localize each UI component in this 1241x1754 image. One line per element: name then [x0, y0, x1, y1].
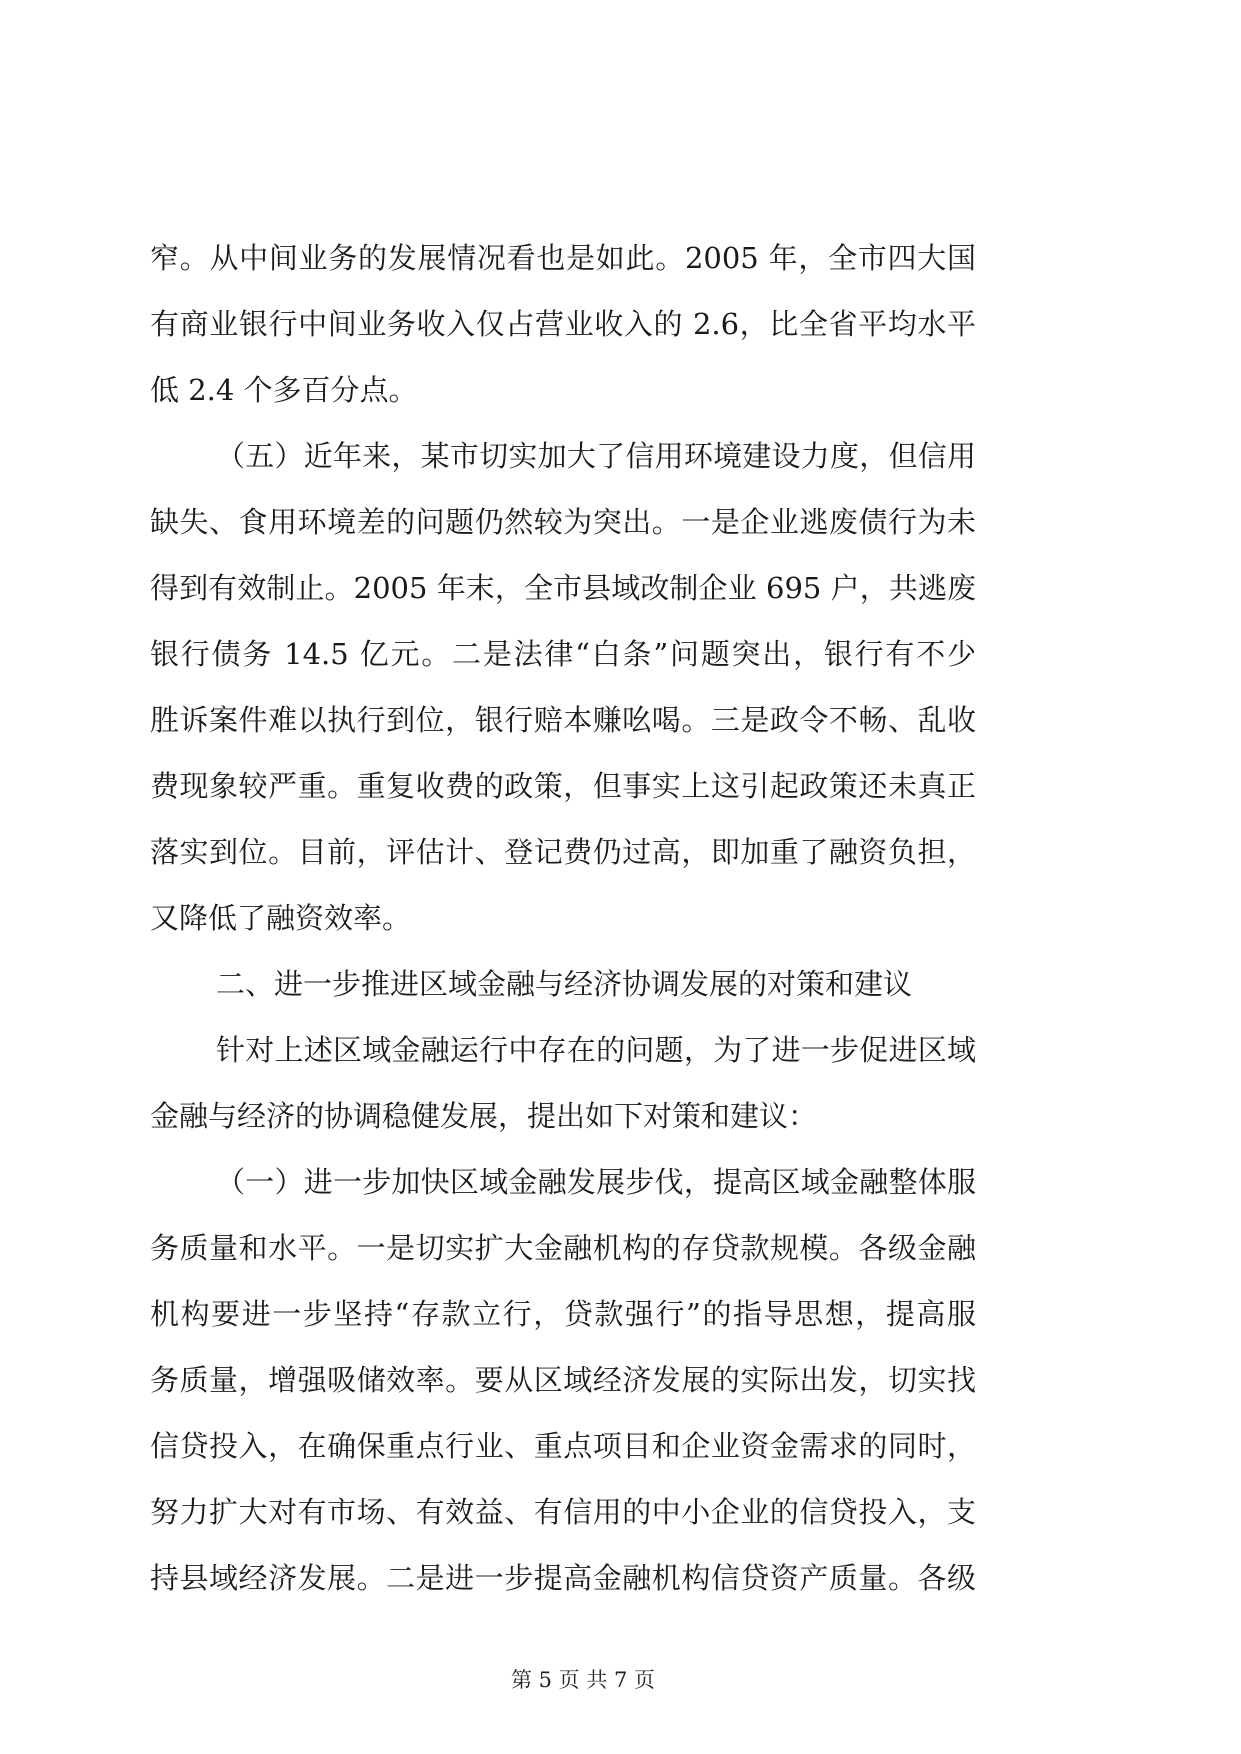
text-line: 低 2.4 个多百分点。 [150, 373, 418, 407]
section-heading-one: （一）进一步加快区域金融发展步伐，提高区域金融整体服 [216, 1165, 976, 1199]
text-line: 费现象较严重。重复收费的政策，但事实上这引起政策还未真正 [150, 769, 976, 803]
text-line: 窄。从中间业务的发展情况看也是如此。2005 年，全市四大国 [150, 241, 976, 275]
text-line: 务质量，增强吸储效率。要从区域经济发展的实际出发，切实找 [150, 1363, 976, 1397]
text-line: 缺失、食用环境差的问题仍然较为突出。一是企业逃废债行为未 [150, 505, 976, 539]
document-body [150, 225, 976, 1611]
text-line: 胜诉案件难以执行到位，银行赔本赚吆喝。三是政令不畅、乱收 [150, 703, 976, 737]
text-line: 信贷投入，在确保重点行业、重点项目和企业资金需求的同时， [150, 1429, 976, 1463]
text-line: 持县域经济发展。二是进一步提高金融机构信贷资产质量。各级 [150, 1561, 976, 1595]
text-line: 银行债务 14.5 亿元。二是法律“白条”问题突出，银行有不少 [150, 637, 976, 671]
page-number-footer: 第 5 页 共 7 页 [510, 1668, 656, 1692]
text-line: 务质量和水平。一是切实扩大金融机构的存贷款规模。各级金融 [150, 1231, 976, 1265]
text-line: 落实到位。目前，评估计、登记费仍过高，即加重了融资负担， [150, 835, 976, 869]
text-line: 针对上述区域金融运行中存在的问题，为了进一步促进区域 [216, 1033, 976, 1067]
text-line: 机构要进一步坚持“存款立行，贷款强行”的指导思想，提高服 [150, 1297, 976, 1331]
text-line: 有商业银行中间业务收入仅占营业收入的 2.6，比全省平均水平 [150, 307, 976, 341]
text-line: 又降低了融资效率。 [150, 901, 412, 935]
text-line: 金融与经济的协调稳健发展，提出如下对策和建议： [150, 1099, 818, 1133]
text-line: 努力扩大对有市场、有效益、有信用的中小企业的信贷投入，支 [150, 1495, 976, 1529]
text-line: 得到有效制止。2005 年末，全市县域改制企业 695 户，共逃废 [150, 571, 976, 605]
section-heading-two: 二、进一步推进区域金融与经济协调发展的对策和建议 [216, 967, 913, 1001]
section-heading-five: （五）近年来，某市切实加大了信用环境建设力度，但信用 [216, 439, 976, 473]
